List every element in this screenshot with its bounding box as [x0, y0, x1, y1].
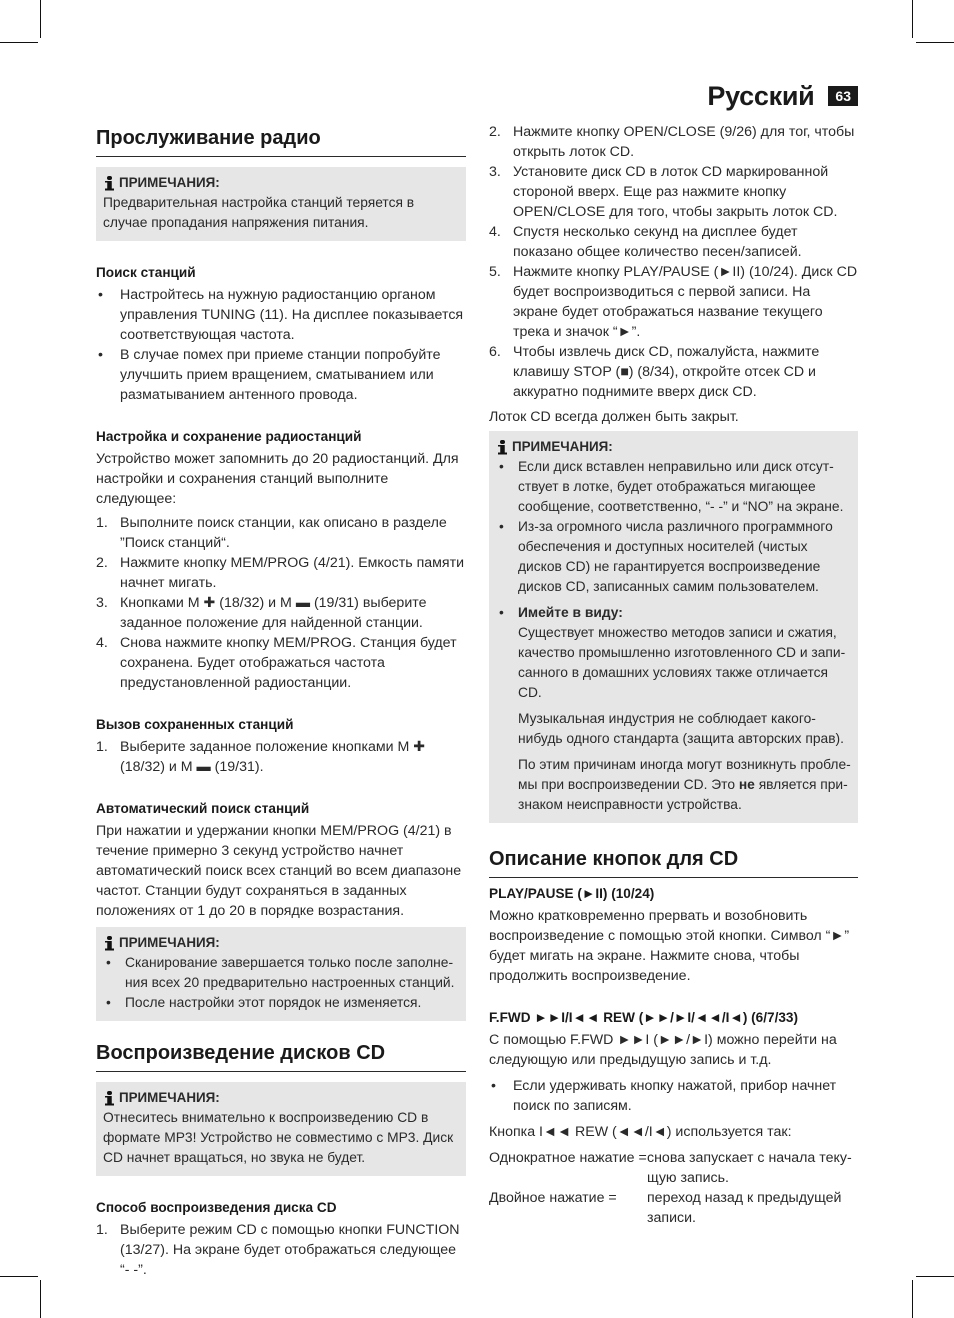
info-icon — [103, 1091, 115, 1106]
section-title-radio: Прослуживание радио — [96, 126, 466, 157]
note-text: Отнеситесь внимательно к воспроизведению CD в формате MP3! Устройство не совместимо с MP3. Диск CD начнет вращаться, но звука не будет. — [103, 1110, 454, 1165]
crop-mark — [40, 0, 41, 38]
numbered-list — [96, 737, 466, 777]
list-item: • Если диск вставлен неправильно или диск отсутствует в лотке, будет отображаться мигающее сообщение, соответственно, “- -” и “NO” на экране. — [496, 457, 851, 517]
list-item: 1. Выберите режим CD с помощью кнопки FUNCTION (13/27). На экране будет отображаться следующее “- -”. — [96, 1222, 460, 1278]
numbered-list — [96, 513, 466, 693]
left-column — [96, 122, 466, 1280]
note-heading: ПРИМЕЧАНИЯ: — [119, 175, 220, 190]
crop-mark — [916, 42, 954, 43]
info-icon — [103, 176, 115, 191]
subsection-title-ffwd: F.FWD ►►I/I◄◄ REW (►►/►I/◄◄/I◄) (6/7/33) — [489, 1010, 799, 1025]
list-item: • В случае помех при приеме станции попробуйте улучшить прием вращением, сматыванием или разматыванием антенного провода. — [96, 345, 466, 405]
list-item: 4. Снова нажмите кнопку MEM/PROG. Станция будет сохранена. Будет отображаться частота предустановленной радиостанции. — [96, 635, 457, 691]
crop-mark — [916, 1276, 954, 1277]
bullet-list — [96, 285, 466, 405]
section-title-cd: Воспроизведение дисков CD — [96, 1041, 466, 1072]
definition-row: Однократное нажатие = снова запускает с начала текущую запись. — [489, 1150, 852, 1186]
note-heading: ПРИМЕЧАНИЯ: — [512, 439, 613, 454]
list-item: 1. Выполните поиск станции, как описано в разделе ”Поиск станций“. — [96, 515, 447, 551]
numbered-list — [489, 122, 858, 402]
crop-mark — [912, 1280, 913, 1318]
list-item: • Сканирование завершается только после заполнения всех 20 предварительно настроенных станций. — [103, 953, 459, 993]
list-item: • Настройтесь на нужную радиостанцию органом управления TUNING (11). На дисплее показывается соответствующая частота. — [96, 285, 466, 345]
note-box — [96, 927, 466, 1021]
bullet-list — [489, 1076, 858, 1116]
note-heading: ПРИМЕЧАНИЯ: — [119, 1090, 220, 1105]
note-box — [96, 1082, 466, 1176]
crop-mark — [40, 1280, 41, 1318]
list-item: 6. Чтобы извлечь диск CD, пожалуйста, нажмите клавишу STOP (■) (8/34), откройте отсек CD и аккуратно поднимите вверх диск CD. — [489, 344, 820, 400]
list-item: 3. Установите диск CD в лоток CD маркированной стороной вверх. Еще раз нажмите кнопку OPEN/CLOSE для того, чтобы закрыть лоток CD. — [489, 164, 838, 220]
language-title: Русский — [707, 81, 815, 111]
paragraph: По этим причинам иногда могут возникнуть проблемы при воспроизведении CD. Это не является признаком неисправности устройства. — [518, 757, 851, 812]
list-item: 4. Спустя несколько секунд на дисплее будет показано общее количество песен/записей. — [489, 224, 802, 260]
list-item: • Если удерживать кнопку нажатой, прибор начнет поиск по записям. — [489, 1076, 858, 1116]
info-icon — [496, 440, 508, 455]
definition-row: Двойное нажатие = переход назад к предыдущей записи. — [489, 1190, 842, 1226]
subsection-title-store: Настройка и сохранение радиостанций — [96, 429, 362, 444]
page-header — [707, 81, 858, 111]
page-number: 63 — [828, 86, 858, 106]
crop-mark — [912, 0, 913, 38]
paragraph: Музыкальная индустрия не соблюдает какого-нибудь одного стандарта (защита авторских прав). — [518, 711, 844, 746]
paragraph: Лоток CD всегда должен быть закрыт. — [489, 409, 739, 425]
note-box — [96, 167, 466, 241]
paragraph: С помощью F.FWD ►►I (►►/►I) можно перейти на следующую или предыдущую запись и т.д. — [489, 1032, 837, 1068]
note-box — [489, 431, 858, 823]
subsection-title-search: Поиск станций — [96, 265, 196, 280]
paragraph: Можно кратковременно прервать и возобновить воспроизведение с помощью этой кнопки. Символ “►” будет мигать на экране. Нажмите снова, чтобы продолжить воспроизведение. — [489, 908, 850, 984]
right-column — [489, 122, 858, 1228]
subsection-title-autosearch: Автоматический поиск станций — [96, 801, 310, 816]
list-item: • После настройки этот порядок не изменяется. — [103, 993, 459, 1013]
paragraph: Кнопка I◄◄ REW (◄◄/I◄) используется так: — [489, 1124, 792, 1140]
list-item: 2. Нажмите кнопку OPEN/CLOSE (9/26) для тог, чтобы открыть лоток CD. — [489, 124, 855, 160]
subsection-title-play: PLAY/PAUSE (►II) (10/24) — [489, 886, 655, 901]
section-title-buttons: Описание кнопок для CD — [489, 847, 858, 878]
note-text: Предварительная настройка станций теряется в случае пропадания напряжения питания. — [103, 195, 415, 230]
subsection-title-recall: Вызов сохраненных станций — [96, 717, 294, 732]
subsection-title-method: Способ воспроизведения диска CD — [96, 1200, 337, 1215]
bullet-list — [496, 457, 851, 703]
list-item: • Имейте в виду: Существует множество методов записи и сжатия, качество промышленно изготовленного CD и записанного в домашних условиях также отличается CD. — [496, 603, 851, 703]
info-icon — [103, 936, 115, 951]
bullet-list — [103, 953, 459, 1013]
list-item: 2. Нажмите кнопку MEM/PROG (4/21). Емкость памяти начнет мигать. — [96, 555, 465, 591]
list-item: • Из-за огромного числа различного программного обеспечения и доступных носителей (чистых дисков CD) не гарантируется воспроизведение дисков CD, записанных самим пользователем. — [496, 517, 851, 597]
numbered-list — [96, 1220, 466, 1280]
paragraph: При нажатии и удержании кнопки MEM/PROG (4/21) в течение примерно 3 секунд устройство начнет автоматический поиск всех станций во всем диапазоне частот. Станции будут сохраняться в заданных положениях от 1 до 20 в порядке возрастания. — [96, 823, 462, 919]
list-item: 1. Выберите заданное положение кнопками M ✚ (18/32) и M ▬ (19/31). — [96, 739, 426, 775]
list-item: 5. Нажмите кнопку PLAY/PAUSE (►II) (10/24). Диск CD будет воспроизводиться с первой записи. На экране будет отображаться название текущего трека и значок “►”. — [489, 264, 858, 340]
crop-mark — [0, 1276, 38, 1277]
list-item: 3. Кнопками M ✚ (18/32) и M ▬ (19/31) выберите заданное положение для найденной станции. — [96, 595, 427, 631]
crop-mark — [0, 42, 38, 43]
note-heading: ПРИМЕЧАНИЯ: — [119, 935, 220, 950]
paragraph: Устройство может запомнить до 20 радиостанций. Для настройки и сохранения станций выполните следующее: — [96, 451, 459, 507]
